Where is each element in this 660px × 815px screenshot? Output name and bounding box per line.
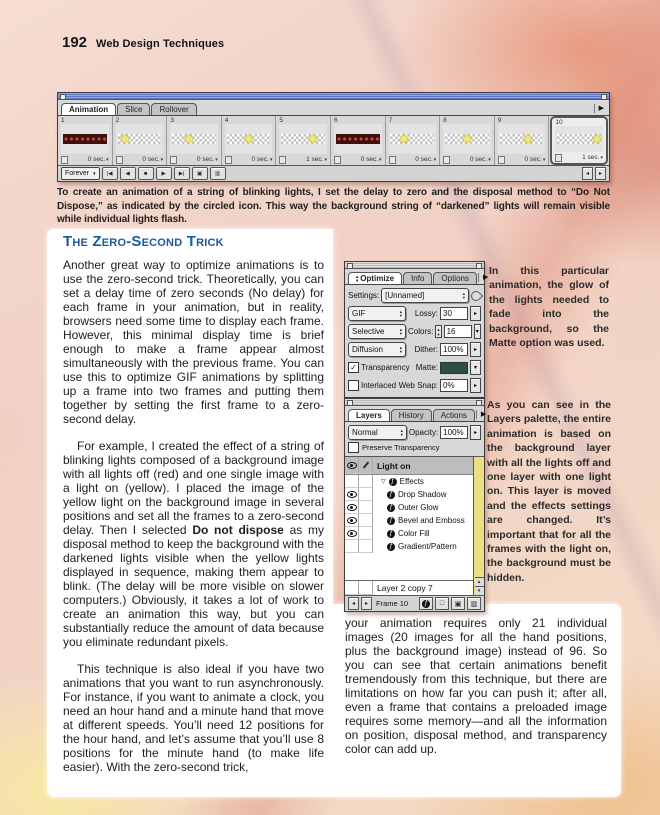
frame-delay-label: 1 sec. (582, 154, 600, 161)
side-note-matte: In this particular animation, the glow of the lights needed to fade into the background, so the Matte option was used. (489, 265, 609, 350)
layers-palette-window (344, 398, 485, 612)
frame-thumbnail (443, 124, 491, 154)
frame-delay-label: 0 sec. (251, 156, 269, 163)
frame-number: 9 (497, 117, 502, 124)
frame-number: 3 (170, 117, 174, 124)
layer-effect-row[interactable] (345, 527, 473, 540)
frame-thumbnail (116, 124, 164, 154)
settings-label: Settings: (348, 291, 380, 300)
web-snap-field[interactable]: 0% (440, 379, 468, 392)
chevron-down-icon: ▾ (488, 156, 491, 163)
disposal-method-icon (279, 156, 286, 164)
animation-tab-bar (58, 100, 609, 116)
frame-delay-control[interactable] (440, 154, 494, 165)
empty-cell (359, 501, 373, 514)
frame-delay-control[interactable] (113, 154, 167, 165)
layer-row-background[interactable] (345, 580, 473, 595)
paragraph-2: For example, I created the effect of a string of blinking lights composed of a background image with all lights off (red) and one single image with a light on (yellow). I placed the image of the yellow light on the background image in several positions and set all the frames to a zero-second delay. Then I selected Do not dispose as my disposal method to keep the background with the darkened lights visible when the yellow lights displayed in sequence, making them appear to blink. (The delay will be more visible on slower computers.) Obviously, it takes a lot of work to create an animation this way, but you can substantially reduce the amount of data because you eliminate redundant pixels. (63, 439, 325, 649)
paragraph-3: This technique is also ideal if you have two animations that you want to run asynchronously. For instance, if you want to animate a clock, you need an hour hand and a minute hand that move at different speeds. You’ll need 12 positions for the hour hand, and let’s assume that you’ll use 8 positions for the minute hand (to make life easier). With the zero-second trick, (63, 662, 324, 774)
page-header-title: Web Design Techniques (96, 38, 225, 50)
effect-name: Bevel and Emboss (398, 516, 465, 525)
tween-button[interactable]: ▣ (192, 167, 208, 180)
frame-delay-label: 0 sec. (142, 156, 160, 163)
popup-arrows-icon: ▴ ▾ (399, 326, 402, 336)
scroll-up-icon[interactable]: ▴ (475, 577, 484, 586)
chevron-down-icon: ▾ (160, 156, 164, 163)
frame-thumbnail (61, 124, 109, 154)
opacity-slider-icon[interactable]: ▸ (470, 425, 481, 440)
loop-label: Forever (65, 170, 90, 177)
lights-off-strip (336, 134, 380, 144)
effect-name-wrap (373, 527, 430, 540)
animation-frame-8[interactable] (440, 116, 495, 165)
lossy-field[interactable]: 30 (440, 307, 468, 320)
preserve-transparency-label: Preserve Transparency (362, 443, 440, 452)
frame-delay-label: 0 sec. (360, 156, 379, 163)
animation-frame-1[interactable] (58, 116, 113, 165)
layers-list (345, 456, 484, 595)
frame-delay (252, 156, 273, 163)
loop-select[interactable] (61, 167, 100, 180)
window-title-bar[interactable] (345, 262, 484, 269)
popup-arrows-icon: ▴ ▾ (462, 290, 465, 300)
frame-thumbnail (555, 126, 603, 152)
preserve-transparency-checkbox[interactable] (348, 442, 359, 453)
disposal-method-icon (61, 156, 68, 164)
dither-popup[interactable]: Diffusion ▴ ▾ (348, 342, 406, 357)
layer-effect-row[interactable] (345, 540, 473, 553)
frame-thumbnail (279, 124, 327, 154)
transparency-label: Transparency (361, 363, 410, 372)
optimize-tab-bar (345, 269, 489, 285)
side-note-layers: As you can see in the Layers palette, the entire animation is based on the background layer with all the lights off and one layer with one light on. This layer is moved and the effects settings are changed. It’s important that for all the frames with the light on, the background must be hidden. (487, 399, 611, 584)
frame-thumbnail (498, 124, 546, 154)
lossy-slider-icon[interactable]: ▸ (470, 306, 481, 321)
new-layer-button[interactable]: ▣ (451, 597, 465, 610)
article-right-column (345, 616, 607, 769)
transparency-strip (281, 134, 325, 144)
frame-indicator: Frame 10 (376, 599, 409, 608)
animation-frame-4[interactable] (222, 116, 277, 165)
frame-number: 6 (333, 117, 338, 124)
layer-row-light-on[interactable] (345, 457, 473, 475)
tab-info[interactable]: Info (403, 272, 432, 284)
eye-icon[interactable] (345, 457, 359, 474)
previous-frame-button[interactable]: ◀ (120, 167, 136, 180)
colors-field[interactable]: 16 (444, 325, 472, 338)
delete-layer-button[interactable]: ▥ (467, 597, 481, 610)
tab-animation[interactable]: Animation (61, 103, 116, 115)
yellow-light-dot (593, 136, 600, 143)
disposal-method-icon (170, 156, 177, 164)
eye-glyph (347, 504, 357, 511)
effects-f-icon: f (389, 478, 397, 486)
chevron-down-icon: ▾ (600, 154, 603, 161)
transparency-row (348, 360, 481, 375)
frame-number: 7 (388, 117, 393, 124)
brush-icon (359, 457, 373, 474)
dither-label: Dither: (414, 345, 438, 354)
animation-frame-5[interactable] (276, 116, 331, 165)
chevron-down-icon: ▾ (433, 156, 437, 163)
effect-f-icon: f (387, 543, 395, 551)
animation-frame-3[interactable] (167, 116, 222, 165)
frame-delay (582, 154, 603, 161)
yellow-light-dot (463, 136, 470, 143)
interlaced-checkbox[interactable] (348, 380, 359, 391)
scrollbar[interactable] (473, 457, 484, 595)
empty-cell (359, 527, 373, 540)
paragraph-1: Another great way to optimize animations is to use the zero-second trick. Theoretically, you can set a delay time of zero seconds (No delay) for each frame in your animation, but in reality, browsers need some time to display each frame. However, this minimal display time is brief enough to make a frame appear almost simultaneously with the previous frame. You can use this to optimize GIF animations by splitting up a frame into two frames and putting them together by setting the first frame to a zero-second delay. (63, 258, 324, 426)
palette-options-icon: ▴ ▾ (356, 273, 359, 283)
eye-empty-cell[interactable] (345, 581, 359, 595)
eye-icon[interactable] (345, 514, 359, 527)
droplet-icon[interactable] (469, 288, 483, 302)
section-heading: The Zero-Second Trick (63, 233, 224, 250)
optimize-body (345, 285, 484, 397)
format-row (348, 306, 481, 321)
frame-delay (361, 156, 382, 163)
article-left-column (63, 258, 324, 787)
layer-effect-row[interactable] (345, 488, 473, 501)
interlaced-row (348, 378, 481, 393)
effect-name: Gradient/Pattern (398, 542, 457, 551)
effects-header-label: Effects (399, 477, 424, 486)
lossy-label: Lossy: (414, 309, 438, 318)
frame-number: 4 (224, 117, 229, 124)
disposal-method-icon (498, 156, 505, 164)
animation-frame-10[interactable] (550, 116, 608, 165)
disposal-method-icon (555, 154, 562, 162)
chevron-down-icon: ▾ (324, 156, 327, 163)
tab-optimize[interactable]: ▴ ▾ Optimize (348, 272, 402, 284)
tab-options[interactable]: Options (433, 272, 477, 284)
palette-menu-icon[interactable]: ▶ (476, 410, 488, 419)
frame-number: 1 (61, 117, 65, 124)
stop-button[interactable]: ■ (138, 167, 154, 180)
effect-name: Drop Shadow (398, 490, 447, 499)
scroll-right-button[interactable]: ▸ (595, 167, 606, 180)
yellow-light-dot (246, 136, 253, 143)
frame-delay-control[interactable] (58, 154, 112, 165)
layers-tab-bar (345, 406, 487, 422)
disposal-method-icon (389, 156, 396, 164)
disposal-method-icon (334, 156, 341, 164)
frame-thumbnail (225, 124, 273, 154)
empty-cell (359, 581, 373, 595)
chevron-down-icon: ▾ (542, 156, 546, 163)
disposal-method-icon (443, 156, 450, 164)
frame-delay (142, 156, 163, 163)
transparency-strip (445, 134, 489, 144)
page-number: 192 (62, 34, 88, 51)
frame-delay (470, 156, 491, 163)
palette-menu-icon[interactable]: ▶ (478, 273, 490, 282)
frame-delay (524, 156, 545, 163)
animation-palette-window (57, 92, 610, 182)
first-frame-button[interactable]: |◀ (102, 167, 118, 180)
effect-name-wrap (373, 540, 457, 553)
frame-number: 10 (555, 119, 563, 126)
colors-stepper[interactable]: ▴ ▾ (437, 326, 440, 337)
triangle-down-icon[interactable]: ▽ (381, 479, 386, 485)
animation-frame-9[interactable] (495, 116, 550, 165)
frame-number: 2 (115, 117, 120, 124)
layer-mask-button[interactable]: □ (435, 597, 449, 610)
frame-number: 5 (279, 117, 283, 124)
frame-thumbnail (334, 124, 382, 154)
eye-glyph (347, 530, 357, 537)
popup-arrows-icon: ▴ ▾ (400, 427, 403, 437)
eye-glyph (347, 517, 357, 524)
effect-name-wrap (373, 488, 446, 501)
colors-label: Colors: (408, 327, 434, 336)
transparency-strip (118, 134, 162, 144)
frame-delay-control[interactable] (222, 154, 276, 165)
effects-header-row[interactable] (345, 475, 473, 488)
frame-thumbnail (389, 124, 437, 154)
disposal-method-icon (225, 156, 232, 164)
preserve-transparency-row (345, 442, 484, 456)
interlaced-label: Interlaced (361, 381, 397, 390)
optimize-palette-window (344, 261, 489, 398)
effect-f-icon: f (387, 517, 395, 525)
animation-frame-2[interactable] (113, 116, 168, 165)
chevron-down-icon: ▾ (379, 156, 382, 163)
frame-delay (306, 156, 327, 163)
chevron-down-icon: ▾ (106, 156, 109, 163)
transport-controls (102, 167, 226, 180)
dither-slider-icon[interactable]: ▸ (470, 342, 481, 357)
eye-icon[interactable] (345, 488, 359, 501)
opacity-label: Opacity: (408, 428, 439, 437)
yellow-light-dot (185, 136, 192, 143)
tab-rollover[interactable]: Rollover (151, 103, 196, 115)
eye-empty-cell[interactable] (345, 475, 359, 488)
next-frame-button[interactable]: ▸ (361, 597, 372, 610)
web-snap-slider-icon[interactable]: ▸ (470, 378, 481, 393)
effect-f-icon: f (387, 504, 395, 512)
settings-popup[interactable]: [Unnamed] ▴ ▾ (381, 288, 469, 303)
frame-delay-label: 0 sec. (524, 156, 542, 163)
matte-label: Matte: (415, 363, 438, 372)
empty-cell (359, 514, 373, 527)
opacity-field[interactable]: 100% (440, 426, 468, 439)
bold-do-not-dispose: Do not dispose (192, 523, 284, 537)
frame-delay-label: 0 sec. (415, 156, 433, 163)
scroll-down-icon[interactable]: ▾ (475, 586, 484, 595)
frame-delay-label: 0 sec. (87, 156, 106, 163)
tab-history[interactable]: History (391, 409, 432, 421)
empty-cell (359, 475, 373, 488)
eye-glyph (347, 491, 357, 498)
popup-arrows-icon: ▴ ▾ (399, 344, 402, 354)
disposal-method-icon (116, 156, 123, 164)
previous-frame-button[interactable]: ◂ (348, 597, 359, 610)
frame-delay-control[interactable] (552, 152, 606, 163)
animation-controls-bar (58, 165, 609, 181)
colors-dropdown-icon[interactable]: ▾ (474, 324, 481, 339)
tab-actions[interactable]: Actions (433, 409, 475, 421)
effect-name: Color Fill (398, 529, 430, 538)
dither-row (348, 342, 481, 357)
matte-dropdown-icon[interactable]: ▾ (470, 360, 481, 375)
frame-delay-control[interactable] (331, 154, 385, 165)
frame-delay-control[interactable] (167, 154, 221, 165)
effect-name: Outer Glow (398, 503, 439, 512)
frame-delay (415, 156, 436, 163)
empty-cell (359, 488, 373, 501)
lights-off-strip (63, 134, 107, 144)
transparency-strip (172, 134, 216, 144)
eye-empty-cell[interactable] (345, 540, 359, 553)
animation-frames-strip (58, 116, 609, 165)
color-reduction-popup[interactable]: Selective ▴ ▾ (348, 324, 406, 339)
window-title-bar[interactable] (345, 399, 484, 406)
effects-list (345, 488, 484, 553)
frame-delay-label: 0 sec. (469, 156, 488, 163)
yellow-light-dot (122, 136, 129, 143)
dither-field[interactable]: 100% (440, 343, 468, 356)
chevron-down-icon: ▾ (269, 156, 273, 163)
layers-bottom-bar (345, 595, 484, 611)
transparency-strip (500, 134, 544, 144)
palette-menu-icon[interactable]: ▶ (594, 104, 606, 113)
tab-layers[interactable]: Layers (348, 409, 390, 421)
layer-effect-row[interactable] (345, 501, 473, 514)
transparency-strip (557, 134, 601, 144)
animation-frame-6[interactable] (331, 116, 386, 165)
settings-row (348, 288, 481, 303)
tab-slice[interactable]: Slice (117, 103, 150, 115)
layer-effects-button[interactable]: f (419, 597, 433, 610)
transparency-checkbox[interactable]: ✓ (348, 362, 359, 373)
transparency-strip (390, 134, 434, 144)
format-popup[interactable]: GIF ▴ ▾ (348, 306, 406, 321)
frame-thumbnail (170, 124, 218, 154)
blend-mode-row (345, 422, 484, 442)
frame-delay (88, 156, 109, 163)
window-title-bar[interactable] (58, 93, 609, 100)
palette-row (348, 324, 481, 339)
layer-effect-row[interactable] (345, 514, 473, 527)
frame-delay-control[interactable] (276, 154, 330, 165)
yellow-light-dot (309, 136, 316, 143)
frame-delay-control[interactable] (386, 154, 440, 165)
animation-frame-7[interactable] (386, 116, 441, 165)
effect-name-wrap (373, 514, 465, 527)
frame-number: 8 (443, 117, 447, 124)
frame-delay (197, 156, 218, 163)
play-button[interactable]: ▶ (156, 167, 172, 180)
effect-f-icon: f (387, 530, 395, 538)
chevron-down-icon: ▾ (215, 156, 218, 163)
web-snap-label: Web Snap: (398, 381, 438, 390)
yellow-light-dot (525, 136, 532, 143)
transparency-strip (227, 134, 271, 144)
effect-f-icon: f (387, 491, 395, 499)
eye-icon[interactable] (345, 527, 359, 540)
next-frame-button[interactable]: ▶| (174, 167, 190, 180)
popup-arrows-icon: ▴ ▾ (399, 308, 402, 318)
paragraph-4: your animation requires only 21 individual images (20 images for all the hand positions, plus the background image) instead of 96. So you can see that certain animations benefit tremendously from this technique, but there are limitations on how far you can push it; after all, even a frame that contains a preloaded image requires some memory—and all the information on position, disposal method, and transparency color can add up. (345, 616, 607, 756)
layer-name: Light on (377, 460, 411, 471)
frame-delay-label: 1 sec. (306, 156, 324, 163)
scroll-left-button[interactable]: ◂ (582, 167, 593, 180)
frame-delay-label: 0 sec. (196, 156, 215, 163)
eye-icon[interactable] (345, 501, 359, 514)
empty-cell (359, 540, 373, 553)
effect-name-wrap (373, 501, 438, 514)
page-header (62, 34, 224, 51)
frame-delay-control[interactable] (495, 154, 549, 165)
trash-button[interactable]: ▥ (210, 167, 226, 180)
blend-mode-popup[interactable]: Normal ▴ ▾ (348, 425, 407, 440)
figure-caption: To create an animation of a string of blinking lights, I set the delay to zero and the disposal method to “Do Not Dispose,” as indicated by the circled icon. This way the background string of “darkened” lights will remain visible while individual lights flash. (57, 187, 610, 225)
chevron-down-icon: ▾ (93, 170, 96, 177)
matte-swatch[interactable] (440, 362, 468, 374)
yellow-light-dot (400, 136, 407, 143)
background-layer-name: Layer 2 copy 7 (377, 583, 433, 593)
